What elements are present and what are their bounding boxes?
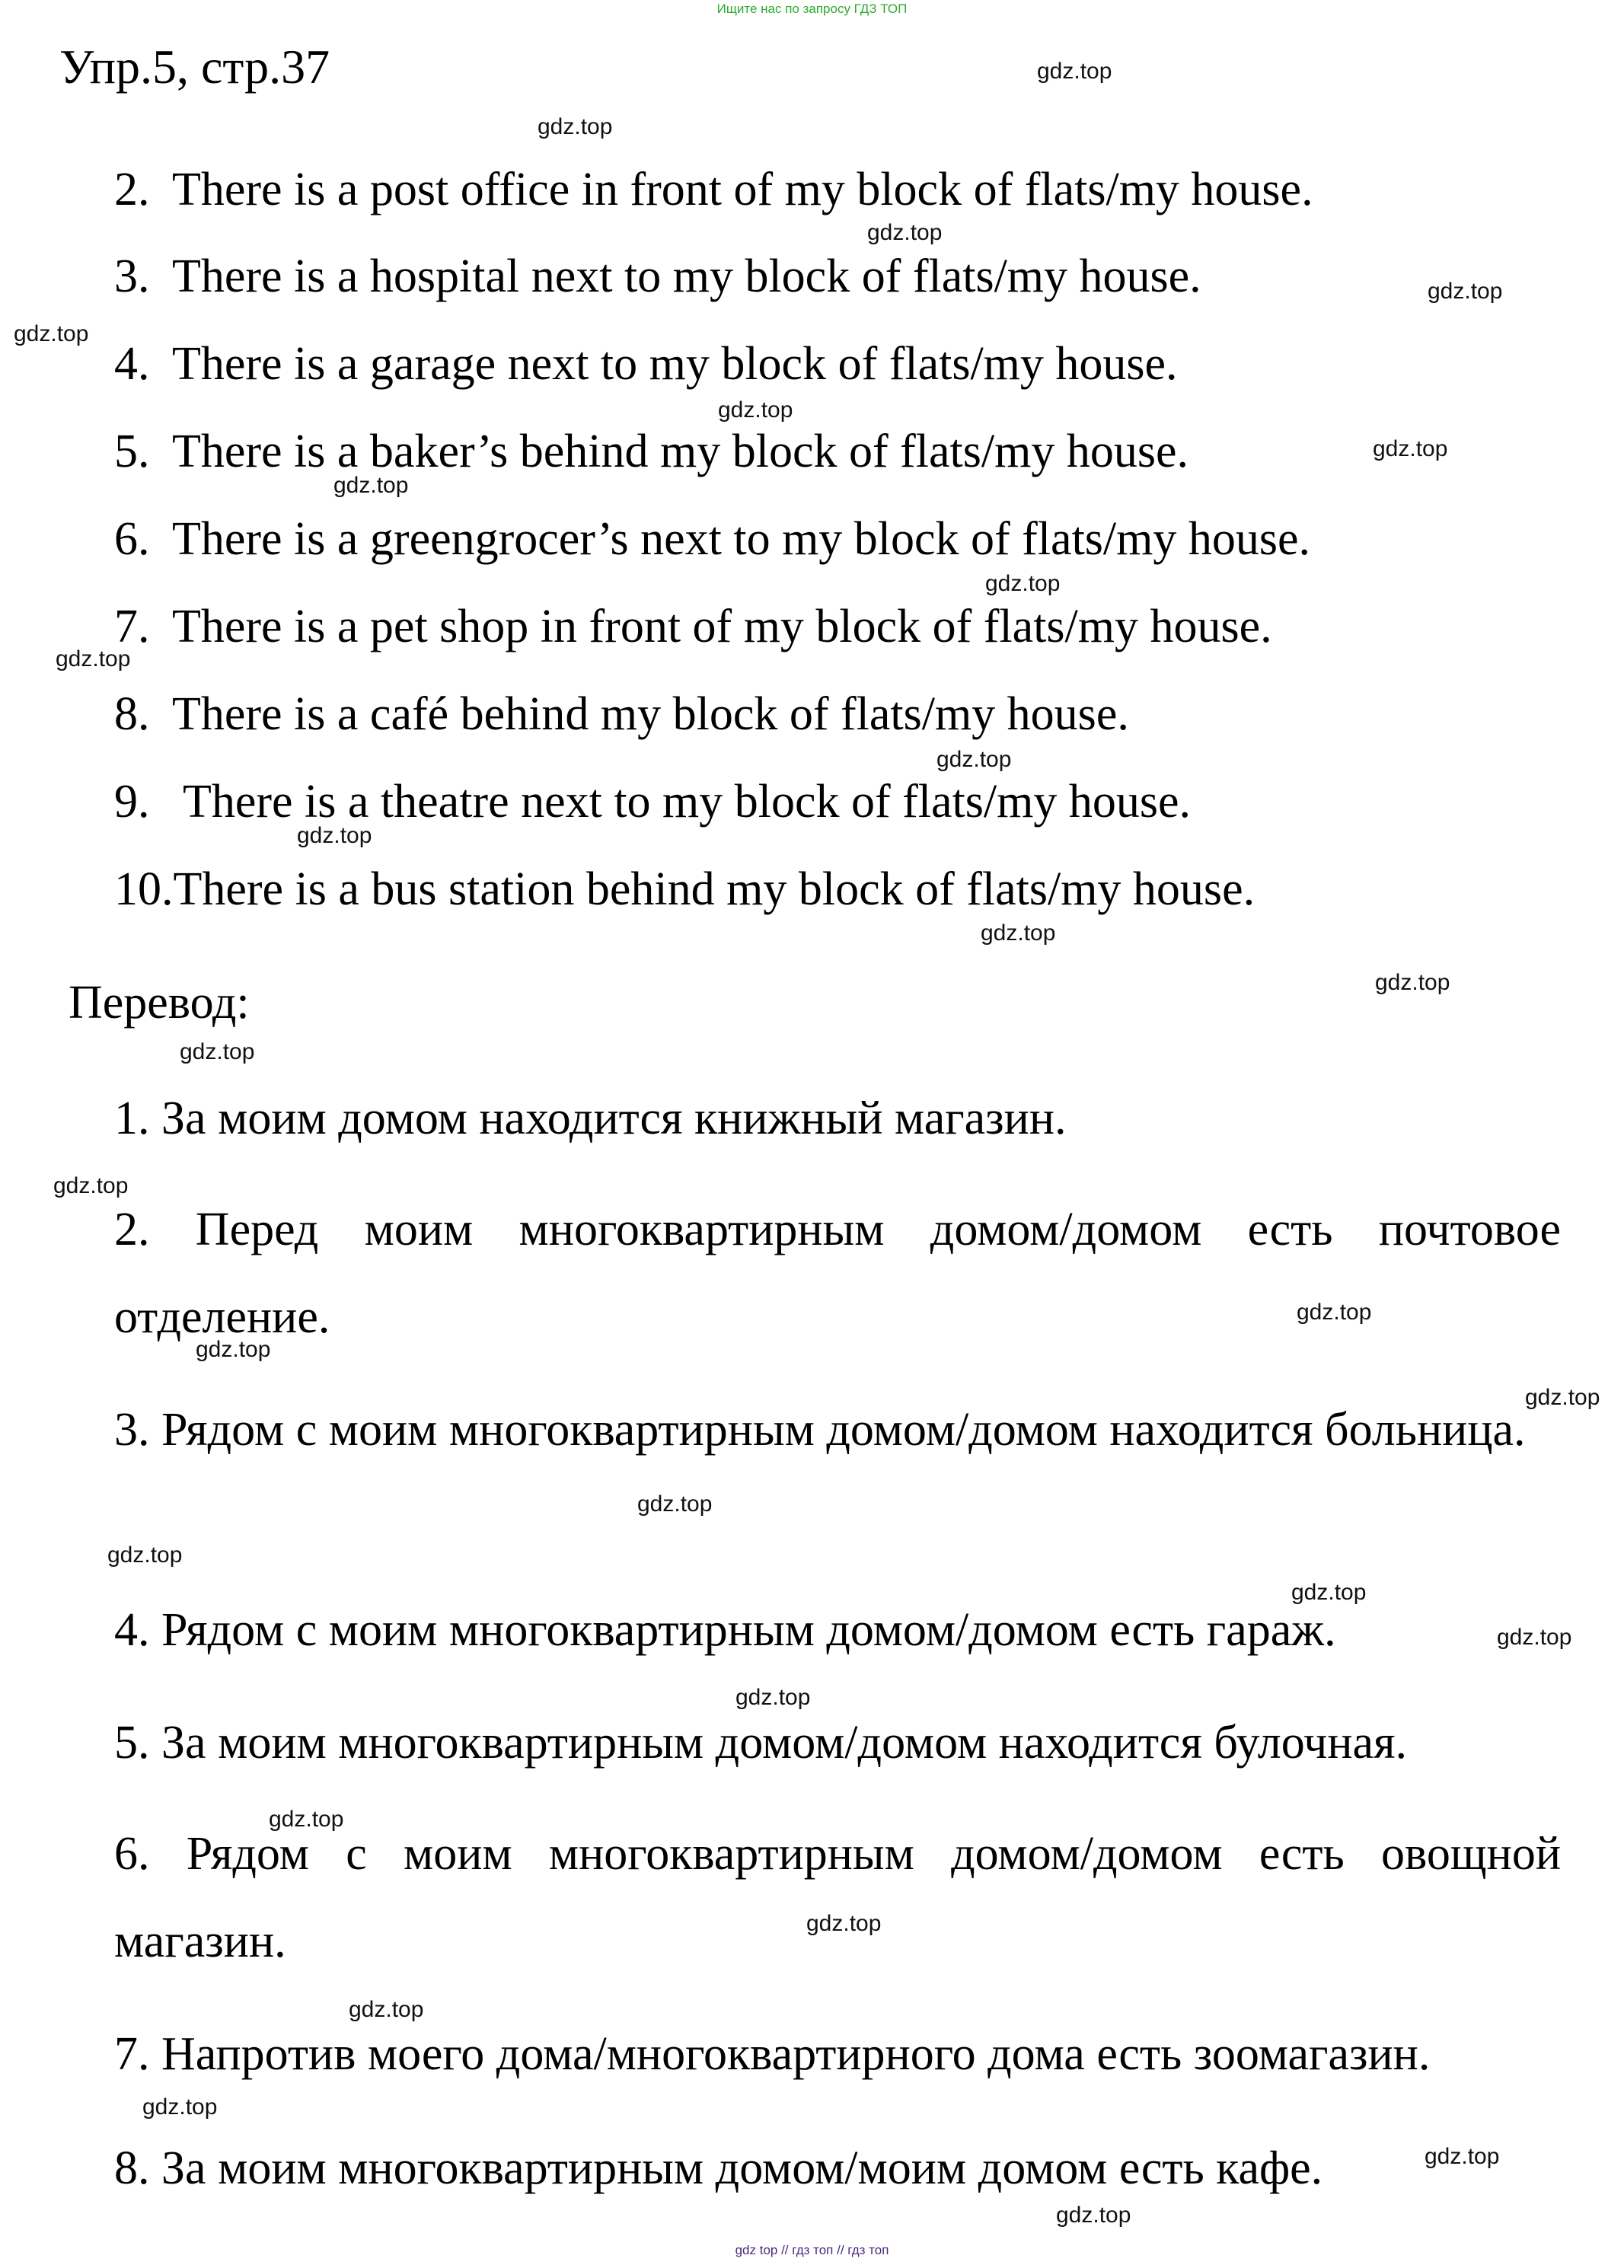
watermark: gdz.top [1373,436,1448,461]
sentence-text: There is a post office in front of my block of flats/my house. [172,164,1313,215]
watermark: gdz.top [806,1911,882,1936]
sentence-number: 8. [114,688,150,740]
russian-sentence: 2. Перед моим многоквартирным домом/домом есть почтовое отделение. [114,1204,1561,1343]
watermark: gdz.top [1428,279,1503,304]
russian-sentence: 8. За моим многоквартирным домом/моим домом есть кафе. [114,2142,1323,2194]
sentence-number: 2. [114,164,150,215]
english-sentence [114,603,1272,650]
watermark: gdz.top [1056,2203,1131,2228]
english-sentence [114,340,1178,388]
watermark: gdz.top [333,473,409,498]
sentence-number: 5. [114,426,150,477]
watermark: gdz.top [142,2094,218,2120]
sentence-number: 3. [114,250,150,302]
watermark: gdz.top [1037,59,1112,84]
watermark: gdz.top [349,1997,424,2022]
watermark: gdz.top [1525,1385,1600,1410]
english-sentence [114,863,1255,915]
watermark: gdz.top [735,1685,811,1710]
watermark: gdz.top [1291,1580,1367,1605]
watermark: gdz.top [718,397,793,423]
sentence-text: There is a pet shop in front of my block of flats/my house. [172,601,1272,652]
russian-sentence: 4. Рядом с моим многоквартирным домом/домом есть гараж. [114,1604,1336,1656]
top-banner: Ищите нас по запросу ГДЗ ТОП [716,2,908,16]
sentence-text: There is a garage next to my block of flats/my house. [172,338,1178,390]
watermark: gdz.top [180,1039,255,1064]
watermark: gdz.top [1297,1300,1372,1325]
watermark: gdz.top [297,823,372,848]
russian-sentence: 3. Рядом с моим многоквартирным домом/домом находится больница. [114,1404,1526,1456]
russian-sentence: 1. За моим домом находится книжный магазин. [114,1093,1067,1144]
sentence-number: 9. [114,776,150,828]
watermark: gdz.top [1425,2144,1500,2169]
sentence-text: There is a baker’s behind my block of flats/my house. [172,426,1188,477]
sentence-text: There is a hospital next to my block of flats/my house. [172,250,1201,302]
sentence-text: There is a café behind my block of flats/my house. [172,688,1129,740]
sentence-number: 10. [114,863,174,915]
watermark: gdz.top [107,1542,183,1568]
english-sentence [114,688,1129,740]
watermark: gdz.top [56,646,131,671]
footer-watermark: gdz top // гдз топ // гдз топ [735,2243,889,2257]
watermark: gdz.top [1497,1625,1572,1650]
watermark: gdz.top [196,1337,271,1362]
english-sentence [114,515,1310,563]
watermark: gdz.top [936,747,1012,772]
watermark: gdz.top [981,920,1056,946]
watermark: gdz.top [53,1173,129,1198]
sentence-number: 4. [114,338,150,390]
sentence-text: There is a greengrocer’s next to my block of flats/my house. [172,513,1311,565]
watermark: gdz.top [269,1807,344,1832]
english-sentence [114,166,1313,213]
watermark: gdz.top [538,114,613,139]
english-sentence [114,428,1188,475]
watermark: gdz.top [637,1491,713,1517]
translation-heading: Перевод: [69,977,250,1029]
sentence-text: There is a theatre next to my block of flats/my house. [183,776,1192,828]
page-title: Упр.5, стр.37 [59,40,330,94]
russian-sentence: 5. За моим многоквартирным домом/домом находится булочная. [114,1717,1408,1769]
english-sentence [114,776,1192,828]
watermark: gdz.top [867,220,943,245]
watermark: gdz.top [985,571,1061,596]
russian-sentence: 7. Напротив моего дома/многоквартирного дома есть зоомагазин. [114,2028,1431,2080]
sentence-text: There is a bus station behind my block of flats/my house. [173,863,1255,915]
russian-sentence: 6. Рядом с моим многоквартирным домом/домом есть овощной магазин. [114,1828,1561,1967]
watermark: gdz.top [14,321,89,346]
sentence-number: 7. [114,601,150,652]
english-sentence [114,250,1201,302]
watermark: gdz.top [1375,970,1450,995]
sentence-number: 6. [114,513,150,565]
